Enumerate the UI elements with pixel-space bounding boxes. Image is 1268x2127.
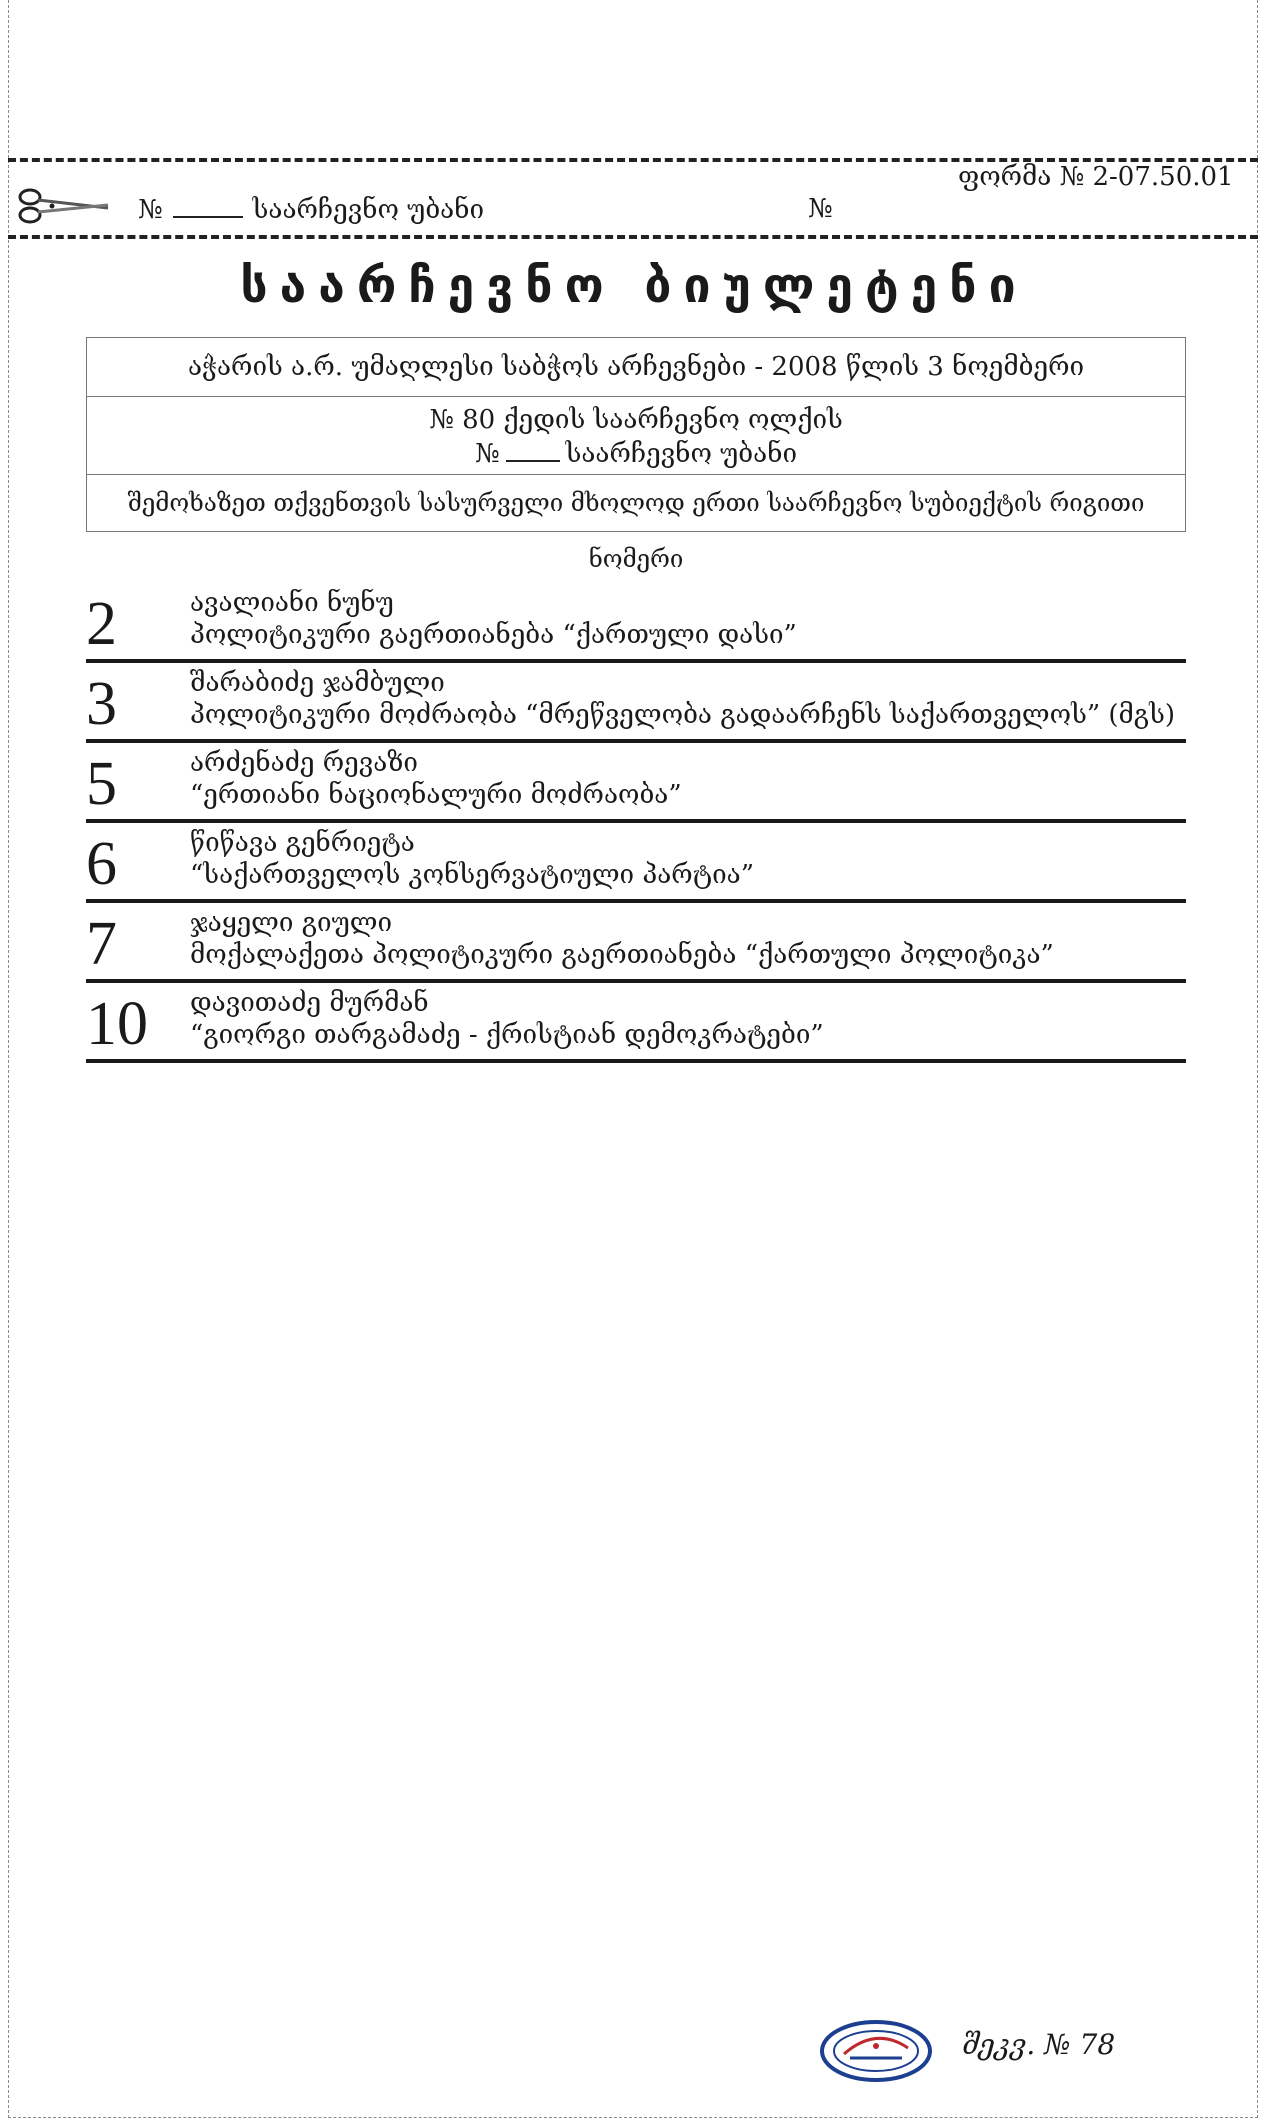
stub-serial-label: № <box>808 194 833 224</box>
candidate-name: წიწავა გენრიეტა <box>190 828 415 858</box>
candidate-party: მოქალაქეთა პოლიტიკური გაერთიანება “ქართული პოლიტიკა” <box>190 940 1054 970</box>
candidate-row[interactable] <box>86 823 1186 903</box>
precinct-line <box>87 437 1185 471</box>
candidate-name: დავითაძე მურმან <box>190 988 429 1018</box>
election-commission-logo <box>820 2020 932 2082</box>
candidate-number[interactable]: 10 <box>86 990 148 1058</box>
voting-instruction: შემოხაზეთ თქვენთვის სასურველი მხოლოდ ერთი საარჩევნო სუბიექტის რიგითი ნომერი <box>127 489 1145 573</box>
candidate-row[interactable] <box>86 903 1186 983</box>
candidate-number[interactable]: 5 <box>86 750 117 818</box>
candidate-party: “ერთიანი ნაციონალური მოძრაობა” <box>190 780 682 810</box>
precinct-label: საარჩევნო უბანი <box>565 439 797 469</box>
candidate-row[interactable] <box>86 663 1186 743</box>
district-info <box>87 397 1185 475</box>
stub-number-label: № <box>138 195 163 225</box>
precinct-number-blank[interactable] <box>506 440 560 462</box>
candidate-name: ავალიანი ნუნუ <box>190 588 394 618</box>
candidate-row[interactable] <box>86 583 1186 663</box>
candidate-party: “გიორგი თარგამაძე - ქრისტიან დემოკრატები” <box>190 1020 824 1050</box>
ballot-stub <box>8 158 1258 236</box>
stub-number-blank[interactable] <box>173 194 243 218</box>
candidate-row[interactable] <box>86 983 1186 1063</box>
candidate-row[interactable] <box>86 743 1186 823</box>
candidate-list <box>86 583 1186 1063</box>
candidate-number[interactable]: 6 <box>86 830 117 898</box>
print-order-number: შეკვ. № 78 <box>962 2028 1116 2061</box>
election-info-box <box>86 337 1186 573</box>
candidate-number[interactable]: 2 <box>86 590 117 658</box>
candidate-name: შარაბიძე ჯამბული <box>190 668 445 698</box>
candidate-party: “საქართველოს კონსერვატიული პარტია” <box>190 860 755 890</box>
cut-line-bottom <box>8 235 1258 239</box>
precinct-number-label: № <box>474 439 500 469</box>
stub-number-field <box>138 194 484 225</box>
form-id: ფორმა № 2-07.50.01 <box>958 162 1234 192</box>
scissors-icon <box>18 188 110 224</box>
candidate-name: არძენაძე რევაზი <box>190 748 418 778</box>
candidate-party: პოლიტიკური მოძრაობა “მრეწველობა გადაარჩენს საქართველოს” (მგს) <box>190 700 1176 730</box>
stub-precinct-label: საარჩევნო უბანი <box>252 195 485 225</box>
candidate-party: პოლიტიკური გაერთიანება “ქართული დასი” <box>190 620 797 650</box>
candidate-name: ჯაყელი გიული <box>190 908 392 938</box>
election-name: აჭარის ა.რ. უმაღლესი საბჭოს არჩევნები - 2008 წლის 3 ნოემბერი <box>87 338 1185 397</box>
district-label: № 80 ქედის საარჩევნო ოლქის <box>429 405 843 435</box>
candidate-number[interactable]: 7 <box>86 910 117 978</box>
ballot-title: საარჩევნო ბიულეტენი <box>240 258 1028 314</box>
candidate-number[interactable]: 3 <box>86 670 117 738</box>
